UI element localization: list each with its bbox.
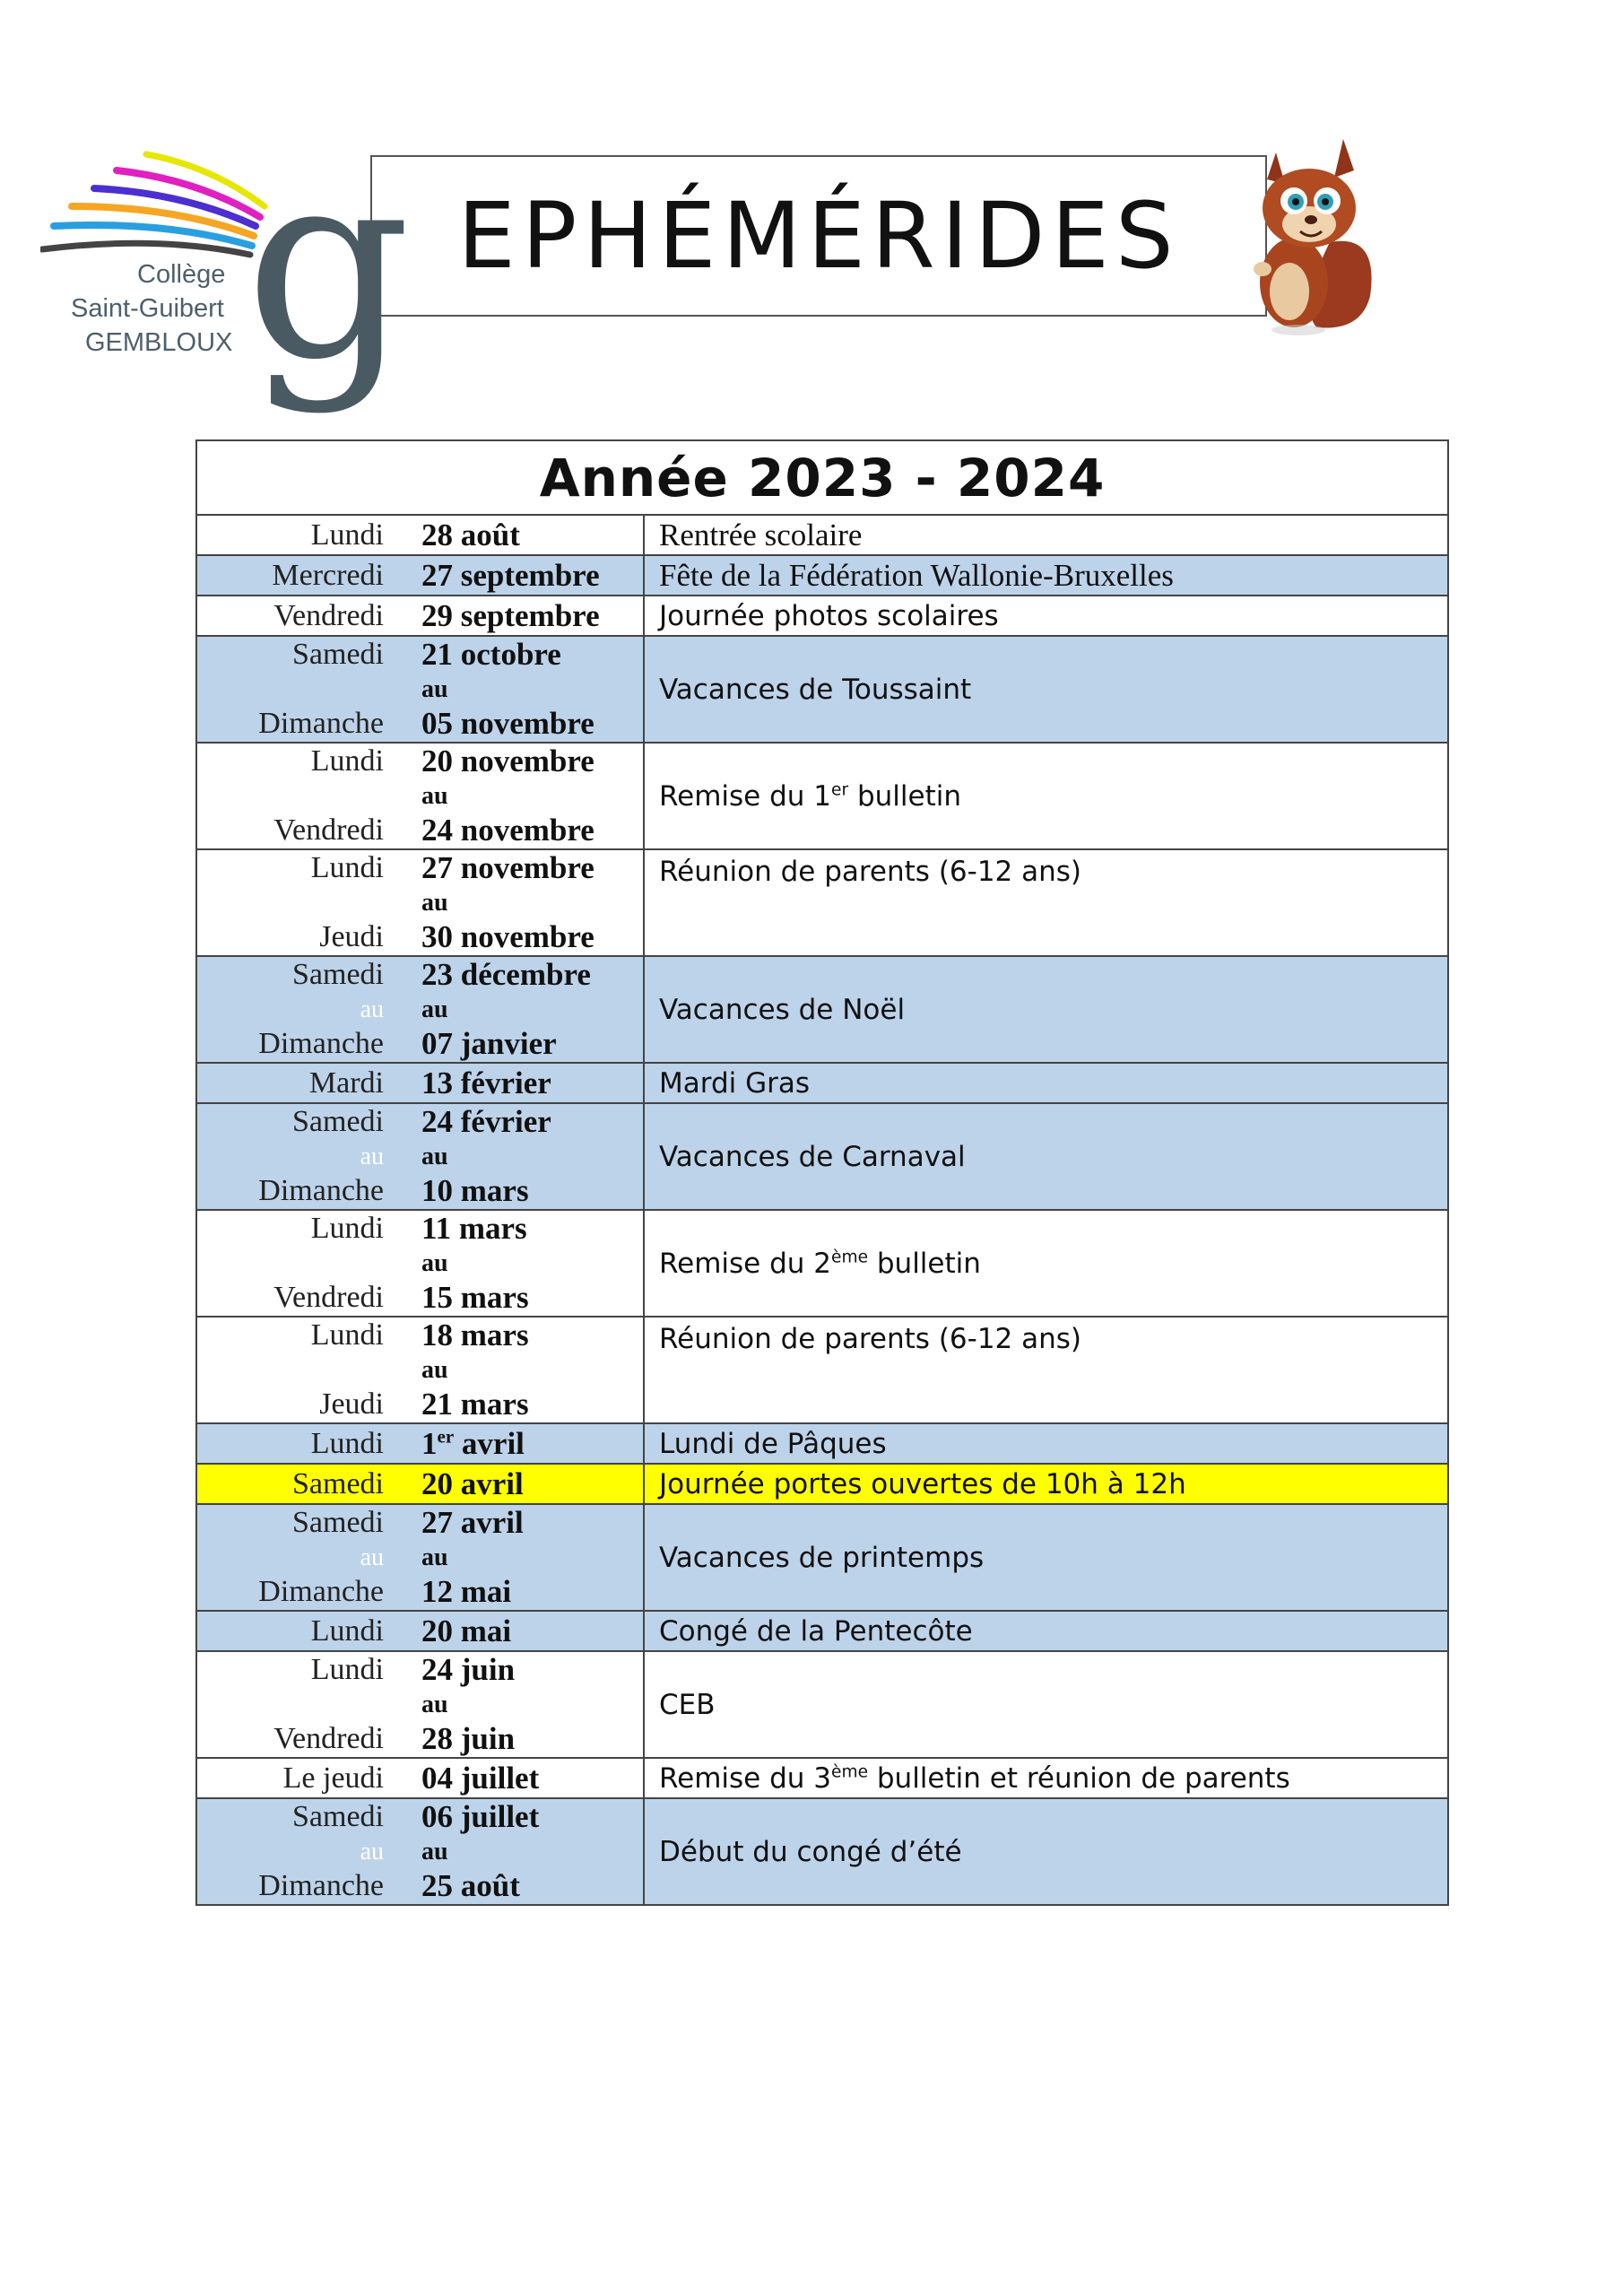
day-end: Jeudi (319, 920, 384, 953)
date-cell (409, 1798, 644, 1905)
logo-text-gembloux: GEMBLOUX (85, 328, 233, 357)
event-text: Remise du 2 (659, 1247, 832, 1280)
date-cell (409, 1504, 644, 1611)
date-sup: er (437, 1424, 455, 1447)
event-cell (644, 636, 1448, 743)
ephemerides-table (195, 439, 1449, 1906)
day-end: Dimanche (258, 1174, 384, 1207)
squirrel-mascot-icon (1245, 135, 1379, 336)
date-end: 12 mai (421, 1574, 512, 1609)
page-title: EPHÉMÉRIDES (457, 182, 1180, 290)
day-end: Vendredi (273, 1281, 384, 1314)
date-separator: au (421, 1249, 448, 1277)
event-text: Remise du 3 (659, 1761, 832, 1795)
day-cell (196, 743, 409, 849)
date-start: 18 mars (421, 1318, 529, 1352)
day-cell (196, 1464, 409, 1504)
day-cell (196, 1611, 409, 1651)
table-row (196, 1758, 1448, 1798)
day-separator-ghost: au (360, 996, 384, 1023)
event-cell (644, 1103, 1448, 1210)
event-cell (644, 1798, 1448, 1905)
date-cell (409, 1758, 644, 1798)
event-cell (644, 596, 1448, 636)
day-start: Samedi (292, 958, 384, 991)
day-cell (196, 1317, 409, 1423)
day-cell (196, 956, 409, 1063)
table-row (196, 596, 1448, 636)
day-start: Lundi (310, 744, 384, 778)
day-end: Vendredi (273, 1722, 384, 1755)
event-cell (644, 743, 1448, 849)
date-label: 13 février (421, 1065, 551, 1100)
date-cell (409, 555, 644, 596)
date-cell (409, 1423, 644, 1464)
day-cell (196, 1504, 409, 1611)
day-start: Lundi (310, 1653, 384, 1686)
date-label: 28 août (421, 517, 520, 552)
day-start: Samedi (292, 638, 384, 671)
event-cell (644, 1063, 1448, 1103)
date-cell (409, 956, 644, 1063)
table-row (196, 1063, 1448, 1103)
day-cell (196, 1758, 409, 1798)
date-separator: au (421, 1356, 448, 1384)
date-separator: au (421, 889, 448, 917)
event-cell (644, 1210, 1448, 1317)
date-cell (409, 596, 644, 636)
event-text-end: bulletin (868, 1247, 981, 1280)
date-month: avril (454, 1425, 525, 1461)
day-start: Lundi (310, 851, 384, 884)
day-cell (196, 1063, 409, 1103)
table-row (196, 1317, 1448, 1423)
event-cell (644, 1651, 1448, 1758)
logo-letter-g: g (245, 115, 412, 417)
day-label: Lundi (310, 1613, 384, 1648)
date-start: 06 juillet (421, 1799, 540, 1834)
event-cell (644, 1423, 1448, 1464)
date-start: 24 février (421, 1104, 551, 1139)
day-separator-ghost: au (360, 1544, 384, 1571)
day-end: Dimanche (258, 707, 384, 740)
event-text: Vacances de Toussaint (659, 673, 972, 706)
date-end: 05 novembre (421, 706, 595, 741)
date-number: 1 (421, 1425, 438, 1461)
day-cell (196, 1210, 409, 1317)
event-text: Vacances de Carnaval (659, 1140, 966, 1173)
day-cell (196, 596, 409, 636)
table-row (196, 1651, 1448, 1758)
table-heading: Année 2023 - 2024 (196, 440, 1448, 515)
table-row (196, 1504, 1448, 1611)
date-cell (409, 515, 644, 555)
date-start: 24 juin (421, 1652, 516, 1687)
event-text: Journée portes ouvertes de 10h à 12h (659, 1467, 1186, 1500)
date-cell (409, 743, 644, 849)
event-text: Fête de la Fédération Wallonie-Bruxelles (659, 557, 1174, 593)
event-sup: er (831, 780, 849, 800)
date-end: 24 novembre (421, 813, 595, 848)
event-cell (644, 1317, 1448, 1423)
logo-text-saint-guibert: Saint-Guibert (71, 294, 224, 323)
day-label: Samedi (292, 1466, 384, 1500)
event-text: Rentrée scolaire (659, 517, 863, 552)
logo-text-college: Collège (137, 260, 226, 289)
day-end: Jeudi (319, 1387, 384, 1421)
date-end: 07 janvier (421, 1026, 557, 1061)
day-start: Samedi (292, 1800, 384, 1833)
table-row (196, 636, 1448, 743)
date-separator: au (421, 1544, 448, 1571)
table-row (196, 1103, 1448, 1210)
day-cell (196, 1651, 409, 1758)
day-label: Lundi (310, 517, 384, 552)
title-box (370, 155, 1267, 317)
event-text: Réunion de parents (6-12 ans) (659, 856, 1082, 888)
day-cell (196, 636, 409, 743)
event-text: Réunion de parents (6-12 ans) (659, 1323, 1082, 1355)
day-start: Lundi (310, 1318, 384, 1352)
date-cell (409, 1611, 644, 1651)
table-row (196, 1464, 1448, 1504)
event-text: Vacances de printemps (659, 1541, 985, 1574)
event-text: CEB (659, 1688, 716, 1721)
date-start: 20 novembre (421, 744, 595, 778)
event-cell (644, 1611, 1448, 1651)
date-end: 25 août (421, 1868, 520, 1903)
day-cell (196, 515, 409, 555)
date-start: 23 décembre (421, 957, 591, 992)
date-end: 21 mars (421, 1387, 529, 1422)
table-row (196, 1423, 1448, 1464)
date-label: 04 juillet (421, 1760, 540, 1796)
date-start: 27 novembre (421, 850, 595, 885)
date-end: 10 mars (421, 1173, 529, 1208)
date-label: 20 mai (421, 1613, 512, 1648)
date-separator: au (421, 1838, 448, 1866)
date-label: 29 septembre (421, 597, 600, 633)
event-text-end: bulletin et réunion de parents (868, 1761, 1290, 1795)
event-cell (644, 1758, 1448, 1798)
day-label: Le jeudi (282, 1761, 384, 1795)
event-sup: ème (831, 1762, 869, 1782)
day-label: Vendredi (273, 598, 384, 632)
day-start: Samedi (292, 1105, 384, 1138)
date-cell (409, 849, 644, 956)
day-label: Mercredi (272, 558, 384, 592)
event-cell (644, 1464, 1448, 1504)
day-label: Lundi (310, 1426, 384, 1460)
date-cell (409, 1317, 644, 1423)
day-start: Samedi (292, 1506, 384, 1539)
event-text: Mardi Gras (659, 1066, 811, 1100)
event-text: Congé de la Pentecôte (659, 1614, 973, 1648)
date-cell (409, 636, 644, 743)
day-cell (196, 555, 409, 596)
day-end: Vendredi (273, 813, 384, 847)
event-text: Lundi de Pâques (659, 1427, 887, 1460)
date-separator: au (421, 782, 448, 810)
date-separator: au (421, 996, 448, 1023)
event-cell (644, 555, 1448, 596)
table-row (196, 555, 1448, 596)
day-label: Mardi (308, 1065, 384, 1100)
table-row (196, 1798, 1448, 1905)
event-text: Début du congé d’été (659, 1835, 962, 1868)
event-text-end: bulletin (848, 779, 962, 813)
date-separator: au (421, 1691, 448, 1718)
day-cell (196, 1798, 409, 1905)
day-separator-ghost: au (360, 1838, 384, 1866)
table-row (196, 743, 1448, 849)
event-text: Journée photos scolaires (659, 599, 999, 632)
date-end: 28 juin (421, 1721, 516, 1756)
event-text: Vacances de Noël (659, 993, 906, 1026)
date-end: 15 mars (421, 1280, 529, 1315)
date-cell (409, 1103, 644, 1210)
date-start: 27 avril (421, 1505, 524, 1540)
event-sup: ème (831, 1248, 869, 1267)
day-end: Dimanche (258, 1027, 384, 1060)
table-row (196, 956, 1448, 1063)
day-cell (196, 1103, 409, 1210)
date-end: 30 novembre (421, 919, 595, 954)
day-cell (196, 1423, 409, 1464)
day-end: Dimanche (258, 1869, 384, 1902)
event-cell (644, 515, 1448, 555)
date-start: 21 octobre (421, 637, 561, 672)
date-cell (409, 1464, 644, 1504)
event-cell (644, 1504, 1448, 1611)
date-separator: au (421, 1143, 448, 1170)
day-end: Dimanche (258, 1575, 384, 1608)
date-cell (409, 1210, 644, 1317)
event-cell (644, 849, 1448, 956)
school-logo (40, 115, 412, 417)
table-row (196, 849, 1448, 956)
date-cell (409, 1063, 644, 1103)
table-row (196, 1611, 1448, 1651)
day-start: Lundi (310, 1212, 384, 1245)
day-separator-ghost: au (360, 1143, 384, 1170)
table-row (196, 1210, 1448, 1317)
date-separator: au (421, 675, 448, 703)
date-start: 11 mars (421, 1211, 527, 1246)
day-cell (196, 849, 409, 956)
event-cell (644, 956, 1448, 1063)
date-label: 20 avril (421, 1465, 524, 1501)
date-cell (409, 1651, 644, 1758)
table-row (196, 515, 1448, 555)
date-label: 27 septembre (421, 557, 600, 593)
event-text: Remise du 1 (659, 779, 832, 813)
